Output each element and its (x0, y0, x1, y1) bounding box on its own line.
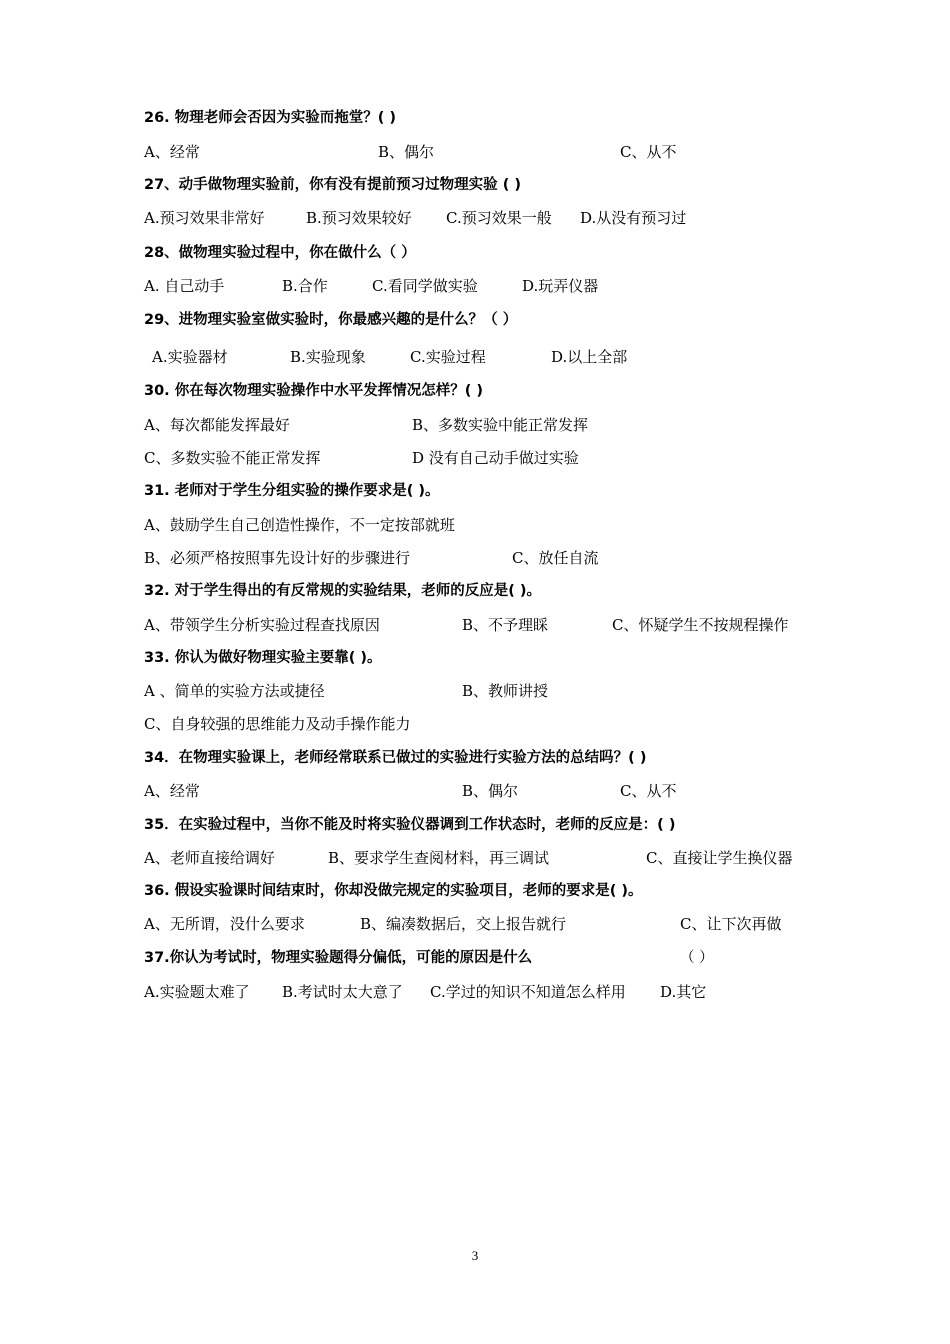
question-34-options (0, 778, 950, 804)
question-37-options (0, 979, 950, 1005)
question-36-title: 36. 假设实验课时间结束时，你却没做完规定的实验项目，老师的要求是( )。 (144, 883, 643, 899)
option-d: D.从没有预习过 (580, 209, 687, 227)
option-c: C、让下次再做 (680, 915, 782, 933)
question-29-title: 29、进物理实验室做实验时，你最感兴趣的是什么？（ ） (144, 312, 518, 328)
option-d: D.以上全部 (551, 348, 628, 366)
question-34-title: 34．在物理实验课上，老师经常联系已做过的实验进行实验方法的总结吗？( ) (144, 750, 647, 766)
question-31-options-row1 (0, 512, 950, 538)
option-c: C、从不 (620, 782, 677, 800)
option-a: A、无所谓，没什么要求 (144, 915, 305, 933)
option-c: C、多数实验不能正常发挥 (144, 449, 321, 467)
question-30-options-row1 (0, 412, 950, 438)
option-b: B、编凑数据后，交上报告就行 (360, 915, 567, 933)
option-b: B、多数实验中能正常发挥 (412, 416, 589, 434)
question-35-options (0, 845, 950, 871)
option-a: A.预习效果非常好 (144, 209, 265, 227)
option-c: C.预习效果一般 (446, 209, 552, 227)
option-a: A 、简单的实验方法或捷径 (144, 682, 325, 700)
question-26-options (0, 139, 950, 165)
question-32-options (0, 612, 950, 638)
question-32-title: 32. 对于学生得出的有反常规的实验结果，老师的反应是( )。 (144, 583, 542, 599)
question-28-options (0, 273, 950, 299)
option-c: C、怀疑学生不按规程操作 (612, 616, 789, 634)
option-c: C、放任自流 (512, 549, 599, 567)
option-a: A. 自己动手 (144, 277, 225, 295)
question-37-title: 37.你认为考试时，物理实验题得分偏低，可能的原因是什么 （ ） (0, 945, 950, 971)
question-29-options (0, 344, 950, 370)
question-31-title: 31. 老师对于学生分组实验的操作要求是( )。 (144, 483, 440, 499)
option-c: C.看同学做实验 (372, 277, 478, 295)
option-b: B、必须严格按照事先设计好的步骤进行 (144, 549, 411, 567)
option-d: D.玩弄仪器 (522, 277, 599, 295)
option-b: B.考试时太大意了 (282, 983, 403, 1001)
option-a: A.实验题太难了 (144, 983, 250, 1001)
option-b: B.实验现象 (290, 348, 366, 366)
option-c: C、自身较强的思维能力及动手操作能力 (144, 715, 411, 733)
option-b: B、要求学生查阅材料，再三调试 (328, 849, 550, 867)
option-d: D.其它 (660, 983, 707, 1001)
question-30-title: 30. 你在每次物理实验操作中水平发挥情况怎样？( ) (144, 383, 484, 399)
option-b: B.预习效果较好 (306, 209, 412, 227)
question-36-options (0, 911, 950, 937)
option-a: A、老师直接给调好 (144, 849, 275, 867)
question-33-options-row1 (0, 678, 950, 704)
option-a: A、带领学生分析实验过程查找原因 (144, 616, 380, 634)
option-b: B、偶尔 (462, 782, 519, 800)
option-b: B、教师讲授 (462, 682, 549, 700)
answer-bracket: （ ） (680, 950, 714, 966)
option-a: A、每次都能发挥最好 (144, 416, 290, 434)
option-a: A、经常 (144, 143, 200, 161)
question-27-options (0, 205, 950, 231)
question-28-title: 28、做物理实验过程中，你在做什么（ ） (144, 245, 416, 261)
question-31-options-row2 (0, 545, 950, 571)
option-a: A、鼓励学生自己创造性操作，不一定按部就班 (144, 516, 455, 534)
option-a: A.实验器材 (152, 348, 228, 366)
question-30-options-row2 (0, 445, 950, 471)
option-c: C、直接让学生换仪器 (646, 849, 793, 867)
option-c: C.学过的知识不知道怎么样用 (430, 983, 626, 1001)
option-b: B、偶尔 (378, 143, 435, 161)
option-d: D 没有自己动手做过实验 (412, 449, 579, 467)
question-33-title: 33. 你认为做好物理实验主要靠( )。 (144, 650, 382, 666)
page-number: 3 (471, 1248, 479, 1263)
question-26-title: 26. 物理老师会否因为实验而拖堂？( ) (144, 110, 397, 126)
question-27-title: 27、动手做物理实验前，你有没有提前预习过物理实验 ( ) (144, 177, 522, 193)
option-a: A、经常 (144, 782, 200, 800)
option-b: B、不予理睬 (462, 616, 549, 634)
option-c: C、从不 (620, 143, 677, 161)
option-b: B.合作 (282, 277, 328, 295)
question-35-title: 35．在实验过程中，当你不能及时将实验仪器调到工作状态时，老师的反应是：( ) (144, 817, 676, 833)
question-33-options-row2 (0, 711, 950, 737)
option-c: C.实验过程 (410, 348, 486, 366)
